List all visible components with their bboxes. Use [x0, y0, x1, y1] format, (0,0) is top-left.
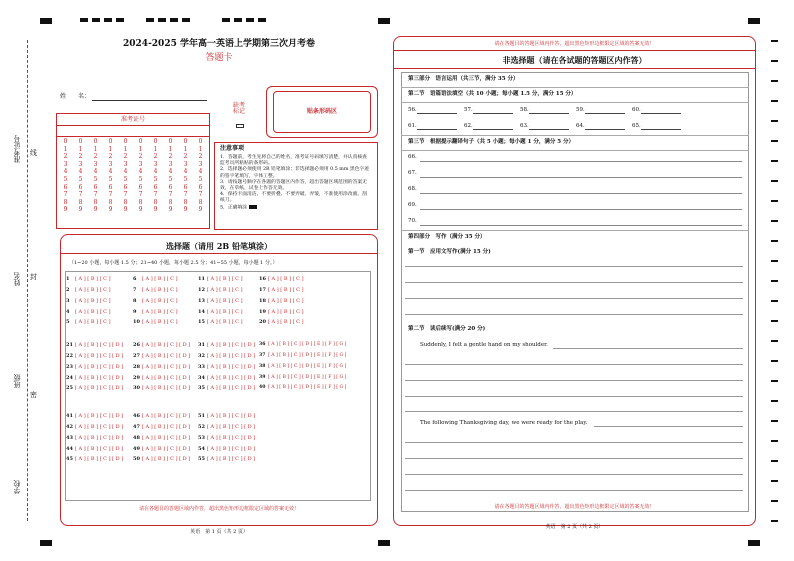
mc-question[interactable]: 19 [ A ] [ B ] [ C ] [259, 309, 304, 315]
name-side-label: 姓名 [13, 272, 21, 286]
blank-57[interactable]: 57. [464, 108, 520, 114]
digit-column[interactable]: 0 1 2 3 4 5 6 7 8 9 [183, 138, 188, 214]
mc-question[interactable]: 49 [ A ] [ B ] [ C ] [ D ] [133, 446, 191, 452]
mc-question[interactable]: 24 [ A ] [ B ] [ C ] [ D ] [66, 375, 124, 381]
mc-question[interactable]: 4 [ A ] [ B ] [ C ] [66, 309, 111, 315]
note-item: 2．选择题必须使用 2B 铅笔填涂；非选择题必须用 0.5 mm 黑色字迹的签字笔填写，字体工整。 [220, 167, 370, 179]
translation-number: 70. [408, 218, 417, 224]
part3-heading: 第三部分 语言运用（共三节，满分 35 分） [408, 76, 519, 82]
digit-column[interactable]: 0 1 2 3 4 5 6 7 8 9 [108, 138, 113, 214]
digit-matrix[interactable] [60, 138, 208, 228]
absent-mark-box[interactable] [236, 124, 244, 128]
blank-61[interactable]: 61. [408, 124, 464, 130]
barcode-label: 贴条形码区 [306, 108, 337, 115]
writing-line[interactable] [405, 458, 743, 459]
blank-row [408, 108, 688, 114]
mc-question[interactable]: 35 [ A ] [ B ] [ C ] [ D ] [198, 385, 256, 391]
notes-list [220, 155, 370, 211]
notes-box [214, 142, 378, 230]
note-item: 1．答题前，考生先将自己的姓名，准考证号码填写清楚，并认真核查监考员所粘贴的条形码。 [220, 155, 367, 167]
writing-line[interactable] [405, 396, 743, 397]
digit-column[interactable]: 0 1 2 3 4 5 6 7 8 9 [153, 138, 158, 214]
mc-question[interactable]: 2 [ A ] [ B ] [ C ] [66, 287, 111, 293]
bottom-warning: 请在各题目的答题区域内作答，超出黑色矩形边框限定区域的答案无效！ [494, 504, 655, 510]
mc-question[interactable]: 20 [ A ] [ B ] [ C ] [259, 319, 304, 325]
mc-question[interactable]: 48 [ A ] [ B ] [ C ] [ D ] [133, 435, 191, 441]
seal-label: 封 [30, 273, 37, 281]
blank-60[interactable]: 60. [632, 108, 688, 114]
mc-question[interactable]: 47 [ A ] [ B ] [ C ] [ D ] [133, 424, 191, 430]
mc-question[interactable]: 42 [ A ] [ B ] [ C ] [ D ] [66, 424, 124, 430]
answer-area [401, 72, 749, 512]
exam-no-side-label: 准考证号 [13, 135, 21, 163]
note-item: 4．保持卡面清洁，不要折叠、不要弄破、弄皱，不准使用涂改液、刮纸刀。 [220, 192, 367, 204]
mc-question[interactable]: 1 [ A ] [ B ] [ C ] [66, 276, 111, 282]
name-field[interactable] [92, 100, 207, 101]
mc-question[interactable]: 36 [ A ] [ B ] [ C ] [ D ] [ E ] [ F ] [ G ] [259, 342, 347, 347]
mc-question[interactable]: 25 [ A ] [ B ] [ C ] [ D ] [66, 385, 124, 391]
name-label: 姓 名： [60, 93, 91, 100]
mc-question[interactable]: 34 [ A ] [ B ] [ C ] [ D ] [198, 375, 256, 381]
translation-number: 68. [408, 186, 417, 192]
digit-column[interactable]: 0 1 2 3 4 5 6 7 8 9 [198, 138, 203, 214]
note-item: 5．正确填涂 [220, 205, 370, 212]
mc-question[interactable]: 40 [ A ] [ B ] [ C ] [ D ] [ E ] [ F ] [ G ] [259, 385, 347, 390]
mc-question[interactable]: 6 [ A ] [ B ] [ C ] [133, 276, 178, 282]
mc-question[interactable]: 39 [ A ] [ B ] [ C ] [ D ] [ E ] [ F ] [ G ] [259, 375, 347, 380]
mc-question[interactable]: 45 [ A ] [ B ] [ C ] [ D ] [66, 456, 124, 462]
mc-question[interactable]: 54 [ A ] [ B ] [ C ] [ D ] [198, 446, 256, 452]
writing-line[interactable] [405, 298, 743, 299]
blank-59[interactable]: 59. [576, 108, 632, 114]
writing-line[interactable] [405, 490, 743, 491]
blank-63[interactable]: 63. [520, 124, 576, 130]
writing-line[interactable] [405, 266, 743, 267]
translation-line[interactable] [420, 193, 742, 194]
class-side-label: 班级 [13, 374, 21, 388]
mc-question[interactable]: 46 [ A ] [ B ] [ C ] [ D ] [133, 413, 191, 419]
translation-line[interactable] [420, 209, 742, 210]
blank-56[interactable]: 56. [408, 108, 464, 114]
blank-64[interactable]: 64. [576, 124, 632, 130]
mc-question[interactable]: 27 [ A ] [ B ] [ C ] [ D ] [133, 353, 191, 359]
mc-question[interactable]: 53 [ A ] [ B ] [ C ] [ D ] [198, 435, 256, 441]
secret-label: 密 [30, 391, 37, 399]
writing-line[interactable] [405, 364, 743, 365]
translation-number: 69. [408, 202, 417, 208]
writing-line[interactable] [405, 380, 743, 381]
mc-question[interactable]: 21 [ A ] [ B ] [ C ] [ D ] [66, 342, 124, 348]
mc-question[interactable]: 28 [ A ] [ B ] [ C ] [ D ] [133, 364, 191, 370]
line-label: 线 [30, 149, 37, 157]
writing2-heading: 第二节 读后续写(满分 20 分) [408, 326, 486, 332]
blank-58[interactable]: 58. [520, 108, 576, 114]
translation-line[interactable] [420, 177, 742, 178]
nonchoice-title: 非选择题（请在各试题的答题区内作答） [502, 55, 647, 65]
choice-title: 选择题（请用 2B 铅笔填涂） [166, 241, 272, 251]
mc-question[interactable]: 23 [ A ] [ B ] [ C ] [ D ] [66, 364, 124, 370]
writing-line[interactable] [553, 348, 743, 349]
filled-mark-icon [249, 205, 257, 209]
writing-line[interactable] [405, 474, 743, 475]
digit-column[interactable]: 0 1 2 3 4 5 6 7 8 9 [123, 138, 128, 214]
digit-column[interactable]: 0 1 2 3 4 5 6 7 8 9 [168, 138, 173, 214]
school-side-label: 学校 [13, 480, 21, 494]
mc-question[interactable]: 33 [ A ] [ B ] [ C ] [ D ] [198, 364, 256, 370]
note-item: 3．请按题号顺序在各题的答题区内作答，超出答题区域范围的答案无效，在草纸、试卷上作答无效。 [220, 179, 367, 192]
mc-question[interactable]: 17 [ A ] [ B ] [ C ] [259, 287, 304, 293]
digit-column[interactable]: 0 1 2 3 4 5 6 7 8 9 [63, 138, 68, 214]
mc-question[interactable]: 22 [ A ] [ B ] [ C ] [ D ] [66, 353, 124, 359]
translation-line[interactable] [420, 225, 742, 226]
part4-heading: 第四部分 写作（满分 35 分） [408, 234, 486, 240]
exam-number-grid [56, 113, 210, 229]
page2-footer: 英语 第 2 页（共 2 页） [545, 524, 604, 530]
mc-question[interactable]: 44 [ A ] [ B ] [ C ] [ D ] [66, 446, 124, 452]
blank-row [408, 124, 688, 130]
mc-question[interactable]: 8 [ A ] [ B ] [ C ] [133, 298, 178, 304]
sheet-title: 2024-2025 学年高一英语上学期第三次月考卷 [123, 39, 315, 49]
mc-question[interactable]: 41 [ A ] [ B ] [ C ] [ D ] [66, 413, 124, 419]
page1-footer: 英语 第 1 页（共 2 页） [190, 529, 248, 535]
mc-question[interactable]: 12 [ A ] [ B ] [ C ] [198, 287, 243, 293]
mc-question[interactable]: 13 [ A ] [ B ] [ C ] [198, 298, 243, 304]
digit-column[interactable]: 0 1 2 3 4 5 6 7 8 9 [138, 138, 143, 214]
mc-question[interactable]: 18 [ A ] [ B ] [ C ] [259, 298, 304, 304]
digit-column[interactable]: 0 1 2 3 4 5 6 7 8 9 [78, 138, 83, 214]
choice-note: （1~20 小题，每小题 1.5 分；21~40 小题，每小题 2.5 分；41~55 小题，每小题 1 分。） [69, 260, 278, 266]
writing-line[interactable] [405, 282, 743, 283]
mc-question[interactable]: 5 [ A ] [ B ] [ C ] [66, 319, 111, 325]
writing1-heading: 第一节 应用文写作(满分 15 分) [408, 249, 491, 255]
barcode-area [266, 86, 378, 138]
mc-question[interactable]: 30 [ A ] [ B ] [ C ] [ D ] [133, 385, 191, 391]
translation-line[interactable] [420, 161, 742, 162]
choice-warning: 请在各题目的答题区域内作答，超出黑色矩形边框限定区域的答案无效！ [138, 506, 299, 512]
mc-question[interactable]: 11 [ A ] [ B ] [ C ] [198, 276, 243, 282]
mc-question[interactable]: 3 [ A ] [ B ] [ C ] [66, 298, 111, 304]
mc-question[interactable]: 15 [ A ] [ B ] [ C ] [198, 319, 243, 325]
continuation-start-1: Suddenly, I felt a gentle hand on my shoulder. [420, 342, 548, 348]
mc-question[interactable]: 10 [ A ] [ B ] [ C ] [133, 319, 178, 325]
translation-number: 67. [408, 170, 417, 176]
blank-65[interactable]: 65. [632, 124, 688, 130]
absent-mark-label: 缺考标记 [232, 102, 245, 115]
section3-heading: 第三节 根据提示翻译句子（共 5 小题；每小题 1 分，满分 5 分） [408, 139, 574, 145]
exam-no-label: 准考证号 [120, 116, 145, 123]
mc-question[interactable]: 38 [ A ] [ B ] [ C ] [ D ] [ E ] [ F ] [ G ] [259, 364, 347, 369]
writing-line[interactable] [405, 314, 743, 315]
mc-question[interactable]: 55 [ A ] [ B ] [ C ] [ D ] [198, 456, 256, 462]
mc-question[interactable]: 51 [ A ] [ B ] [ C ] [ D ] [198, 413, 256, 419]
continuation-start-2: The following Thanksgiving day, we were ready for the play. [420, 420, 588, 426]
digit-column[interactable]: 0 1 2 3 4 5 6 7 8 9 [93, 138, 98, 214]
mc-question[interactable]: 16 [ A ] [ B ] [ C ] [259, 276, 304, 282]
mc-question[interactable]: 43 [ A ] [ B ] [ C ] [ D ] [66, 435, 124, 441]
mc-question[interactable]: 9 [ A ] [ B ] [ C ] [133, 309, 178, 315]
mc-question[interactable]: 26 [ A ] [ B ] [ C ] [ D ] [133, 342, 191, 348]
mc-question[interactable]: 32 [ A ] [ B ] [ C ] [ D ] [198, 353, 256, 359]
mc-question[interactable]: 52 [ A ] [ B ] [ C ] [ D ] [198, 424, 256, 430]
mc-question[interactable]: 7 [ A ] [ B ] [ C ] [133, 287, 178, 293]
mc-question[interactable]: 14 [ A ] [ B ] [ C ] [198, 309, 243, 315]
mc-question[interactable]: 37 [ A ] [ B ] [ C ] [ D ] [ E ] [ F ] [ G ] [259, 353, 347, 358]
section2-heading: 第二节 语篇语法填空（共 10 小题；每小题 1.5 分，满分 15 分） [408, 91, 577, 97]
mc-question[interactable]: 31 [ A ] [ B ] [ C ] [ D ] [198, 342, 256, 348]
blank-62[interactable]: 62. [464, 124, 520, 130]
top-warning: 请在各题目的答题区域内作答，超出黑色矩形边框限定区域的答案无效！ [494, 41, 655, 47]
sheet-subtitle: 答题卡 [205, 53, 233, 63]
writing-line[interactable] [405, 442, 743, 443]
mc-question[interactable]: 50 [ A ] [ B ] [ C ] [ D ] [133, 456, 191, 462]
translation-number: 66. [408, 154, 417, 160]
writing-line[interactable] [594, 426, 743, 427]
mc-question[interactable]: 29 [ A ] [ B ] [ C ] [ D ] [133, 375, 191, 381]
writing-line[interactable] [405, 411, 743, 412]
notes-title: 注意事项 [220, 145, 245, 152]
